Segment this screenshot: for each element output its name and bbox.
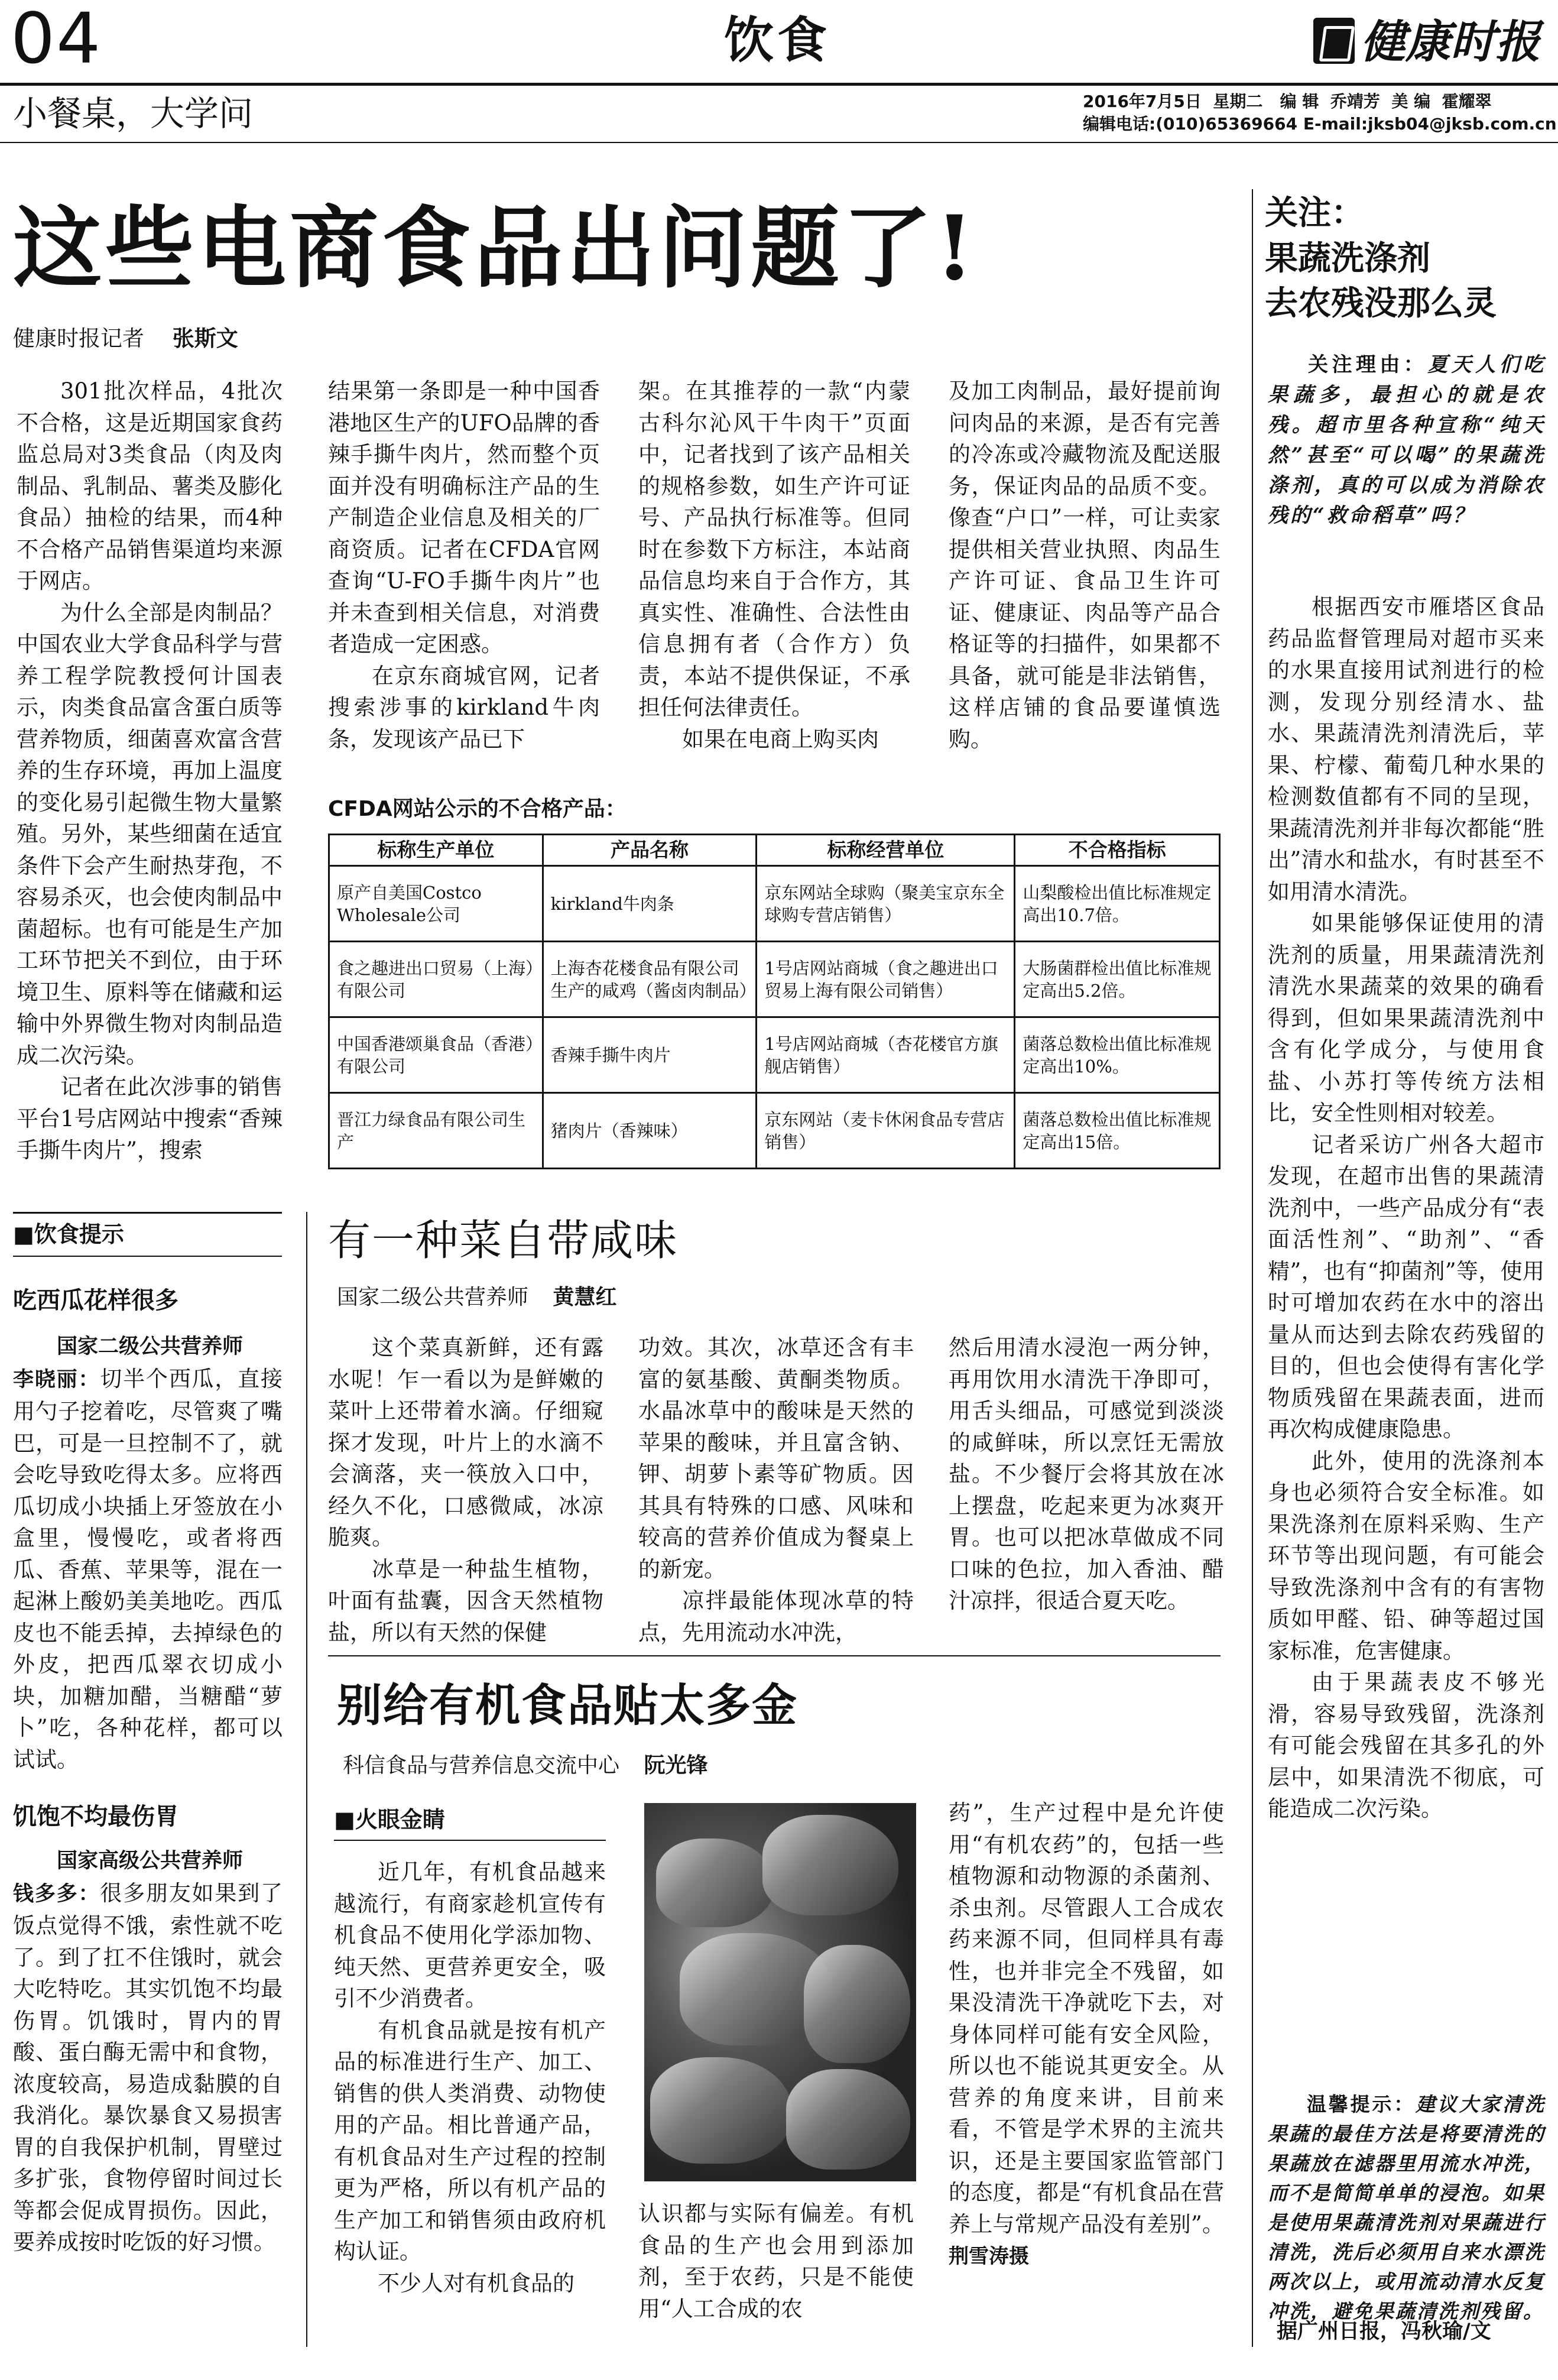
paragraph (13, 1878, 283, 2258)
sidebar-body (1268, 591, 1544, 1825)
table-cell: 原产自美国Costco Wholesale公司 (329, 866, 543, 942)
paragraph: 凉拌最能体现冰草的特点，先用流动水冲洗， (638, 1588, 914, 1645)
table-cell: 上海杏花楼食品有限公司生产的咸鸡（酱卤肉制品） (543, 942, 757, 1017)
salty-col-1 (328, 1332, 603, 1648)
photo-credit: 荆雪涛摄 (949, 2245, 1029, 2268)
tips-top-rule (13, 1212, 282, 1214)
tip2-author-title: 国家高级公共营养师 (57, 1849, 244, 1873)
tip1-title: 吃西瓜花样很多 (13, 1287, 178, 1314)
table-cell: 山梨酸检出值比标准规定高出10.7倍。 (1015, 866, 1220, 942)
paragraph: 药”，生产过程中是允许使用“有机农药”的，包括一些植物源和动物源的杀菌剂、杀虫剂。尽管跟人工合成农药来源不同，但同样具有毒性，也并非完全不残留，如果没清洗干净就吃下去，对身体同样可能有安全风险，所以也不能说其更安全。从营养的角度来讲，目前来看，不管是学术界的主流共识，还是主要国家监管部门的态度，都是“有机食品在营养上与常规产品没有差别”。 荆雪涛摄 (949, 1800, 1224, 2268)
salty-veg-byline (337, 1283, 616, 1312)
sidebar-divider (1252, 189, 1253, 2347)
sidebar-reason (1268, 350, 1546, 531)
paragraph: 有机食品就是按有机产品的标准进行生产、加工、销售的供人类消费、动物使用的产品。相比普通产品，有机食品对生产过程的控制更为严格，所以有机产品的生产加工和销售须由政府机构认证。 (334, 2017, 606, 2264)
logo-emblem-icon (1313, 18, 1355, 64)
organic-section-label: ■火眼金睛 (334, 1807, 445, 1833)
contact-line: 编辑电话:(010)65369664 E-mail:jksb04@jksb.com.cn (1083, 114, 1557, 134)
salty-col-3 (949, 1332, 1224, 1617)
table-row (329, 866, 1220, 942)
table-cell: 菌落总数检出值比标准规定高出10%。 (1015, 1017, 1220, 1093)
tip-label: 温馨提示： (1307, 2093, 1416, 2116)
column-name: 小餐桌，大学问 (13, 93, 254, 134)
tip2-body (13, 1844, 283, 2258)
paragraph (13, 1363, 283, 1776)
tip2-title: 饥饱不均最伤胃 (13, 1803, 178, 1830)
tips-label-rule (13, 1256, 282, 1257)
tip1-text: 切半个西瓜，直接用勺子挖着吃，尽管爽了嘴巴，可是一旦控制不了，就会吃导致吃得太多。应将西瓜切成小块插上牙签放在小盒里，慢慢吃，或者将西瓜、香蕉、苹果等，混在一起淋上酸奶美美地吃。西瓜皮也不能丢掉，去掉绿色的外皮，把西瓜翠衣切成小块，加糖加醋，当糖醋“萝卜”吃，各种花样，都可以试试。 (13, 1366, 283, 1772)
table-cell: kirkland牛肉条 (543, 866, 757, 942)
main-col-2 (328, 375, 600, 755)
organic-label-rule (334, 1840, 606, 1841)
paragraph: 如果在电商上购买肉 (682, 726, 879, 752)
tips-section-label: ■饮食提示 (13, 1221, 124, 1247)
byline-name: 张斯文 (172, 326, 238, 351)
paragraph: 结果第一条即是一种中国香港地区生产的UFO品牌的香辣手撕牛肉片，然而整个页面并没有明确标注产品的生产制造企业信息及相关的厂商资质。记者在CFDA官网查询“U-FO手撕牛肉片”也并未查到相关信息，对消费者造成一定困惑。 (328, 378, 600, 657)
paragraph: 301批次样品，4批次不合格，这是近期国家食药监总局对3类食品（肉及肉制品、乳制品、薯类及膨化食品）抽检的结果，而4种不合格产品销售渠道均来源于网店。 (17, 378, 283, 594)
main-headline: 这些电商食品出问题了! (13, 196, 978, 300)
paragraph (1268, 2090, 1546, 2326)
organic-col-1 (334, 1856, 606, 2299)
sidebar-label: 关注： (1265, 194, 1364, 232)
table-cell: 大肠菌群检出值比标准规定高出5.2倍。 (1015, 942, 1220, 1017)
tip2-author: 钱多多： (13, 1882, 100, 1906)
sidebar-title-1: 果蔬洗涤剂 (1265, 239, 1430, 278)
date-line: 2016年7月5日 星期二 编 辑 乔靖芳 美 编 霍耀翠 (1083, 92, 1492, 111)
tips-right-divider (306, 1212, 307, 2347)
main-byline (13, 324, 238, 354)
paragraph: 冰草是一种盐生植物，叶面有盐囊，因含天然植物盐，所以有天然的保健 (328, 1556, 603, 1645)
table-cell: 食之趣进出口贸易（上海）有限公司 (329, 942, 543, 1017)
byline-org: 国家二级公共营养师 (337, 1285, 529, 1309)
section-title: 饮食 (724, 11, 831, 69)
table-header-cell: 标称生产单位 (329, 835, 543, 866)
paragraph (13, 1330, 283, 1363)
reason-text: 夏天人们吃果蔬多，最担心的就是农残。超市里各种宣称“纯天然”甚至“可以喝”的果蔬洗涤剂，真的可以成为消除农残的“救命稻草”吗？ (1268, 353, 1546, 527)
paragraph: 此外，使用的洗涤剂本身也必须符合安全标准。如果洗涤剂在原料采购、生产环节等出现问题，有可能会导致洗涤剂中含有的有害物质如甲醛、铅、砷等超过国家标准，危害健康。 (1268, 1448, 1544, 1664)
masthead-bottom-rule (0, 142, 1558, 143)
table-cell: 1号店网站商城（杏花楼官方旗舰店销售） (757, 1017, 1015, 1093)
cfda-table (328, 834, 1221, 1169)
main-col-1 (17, 375, 283, 1166)
table-header-cell: 不合格指标 (1015, 835, 1220, 866)
paragraph: 然后用清水浸泡一两分钟，再用饮用水清洗干净即可，用舌头细品，可感觉到淡淡的咸鲜味，所以烹饪无需放盐。不少餐厅会将其放在冰上摆盘，吃起来更为冰爽开胃。也可以把冰草做成不同口味的色拉，加入香油、醋汁凉拌，很适合夏天吃。 (949, 1335, 1224, 1613)
tip1-author: 李晓丽： (13, 1367, 100, 1392)
paragraph: 在京东商城官网，记者搜索涉事的kirkland牛肉条，发现该产品已下 (328, 663, 600, 752)
table-row (329, 942, 1220, 1017)
paragraph: 根据西安市雁塔区食品药品监督管理局对超市买来的水果直接用试剂进行的检测，发现分别经清水、盐水、果蔬清洗剂清洗后，苹果、柠檬、葡萄几种水果的检测数值都有不同的呈现，果蔬清洗剂并非每次都能“胜出”清水和盐水，有时甚至不如用清水清洗。 (1268, 594, 1544, 904)
tip1-author-title: 国家二级公共营养师 (57, 1335, 244, 1358)
table-cell: 菌落总数检出值比标准规定高出15倍。 (1015, 1093, 1220, 1169)
organic-food-photo (644, 1803, 916, 2181)
paragraph (1268, 350, 1546, 531)
paragraph: 架。在其推荐的一款“内蒙古科尔沁风干牛肉干”页面中，记者找到了该产品相关的规格参数，如生产许可证号、产品执行标准等。但同时在参数下方标注，本站商品信息均来自于合作方，其真实性、准确性、合法性由信息拥有者（合作方）负责，本站不提供保证，不承担任何法律责任。 (638, 378, 910, 720)
paragraph: 由于果蔬表皮不够光滑，容易导致残留，洗涤剂有可能会残留在其多孔的外层中，如果清洗不彻底，可能造成二次污染。 (1268, 1669, 1544, 1821)
table-cell: 香辣手撕牛肉片 (543, 1017, 757, 1093)
organic-top-rule (328, 1655, 1221, 1656)
table-cell: 中国香港颂巢食品（香港）有限公司 (329, 1017, 543, 1093)
table-cell: 晋江力绿食品有限公司生产 (329, 1093, 543, 1169)
table-cell: 京东网站全球购（聚美宝京东全球购专营店销售） (757, 866, 1015, 942)
logo-text: 健康时报 (1361, 15, 1540, 68)
paragraph: 近几年，有机食品越来越流行，有商家趁机宣传有机食品不使用化学添加物、纯天然、更营养更安全，吸引不少消费者。 (334, 1859, 606, 2011)
tip2-text: 很多朋友如果到了饭点觉得不饿，索性就不吃了。到了扛不住饿时，就会大吃特吃。其实饥饱不均最伤胃。饥饿时，胃内的胃酸、蛋白酶无需中和食物，浓度较高，易造成黏膜的自我消化。暴饮暴食又易损害胃的自我保护机制，胃壁过多扩张，食物停留时间过长等都会促成胃损伤。因此，要养成按时吃饭的好习惯。 (13, 1880, 283, 2255)
organic-col-2 (638, 2198, 914, 2324)
masthead-rule (0, 83, 1558, 86)
table-cell: 京东网站（麦卡休闲食品专营店销售） (757, 1093, 1015, 1169)
salty-veg-headline: 有一种菜自带咸味 (328, 1215, 679, 1265)
page-number: 04 (11, 0, 102, 79)
salty-col-2 (638, 1332, 914, 1648)
sidebar-source: 据广州日报，冯秋瑜/文 (1277, 2320, 1491, 2343)
table-caption: CFDA网站公示的不合格产品： (328, 797, 627, 821)
sidebar-title-2: 去农残没那么灵 (1265, 284, 1497, 323)
paragraph: 不少人对有机食品的 (378, 2270, 574, 2296)
table-row (329, 1093, 1220, 1169)
table-header-cell: 产品名称 (543, 835, 757, 866)
paragraph: 功效。其次，冰草还含有丰富的氨基酸、黄酮类物质。水晶冰草中的酸味是天然的苹果的酸味，并且富含钠、钾、胡萝卜素等矿物质。因其具有特殊的口感、风味和较高的营养价值成为餐桌上的新宠。 (638, 1335, 914, 1582)
main-col-4 (949, 375, 1221, 755)
organic-byline (343, 1751, 707, 1781)
byline-org: 健康时报记者 (13, 326, 144, 351)
reason-label: 关注理由： (1308, 353, 1428, 377)
tip-text: 建议大家清洗果蔬的最佳方法是将要清洗的果蔬放在滤器里用流水冲洗，而不是简简单单的浸泡。如果是使用果蔬清洗剂对果蔬进行清洗，洗后必须用自来水漂洗两次以上，或用流动清水反复冲洗，避免果蔬清洗剂残留。 (1268, 2093, 1546, 2323)
newspaper-logo (1313, 15, 1550, 69)
tip1-body (13, 1330, 283, 1775)
sidebar-tip (1268, 2090, 1546, 2326)
organic-headline: 别给有机食品贴太多金 (337, 1679, 798, 1732)
table-header-cell: 标称经营单位 (757, 835, 1015, 866)
table-header-row (329, 835, 1220, 866)
paragraph: 为什么全部是肉制品？中国农业大学食品科学与营养工程学院教授何计国表示，肉类食品富含蛋白质等营养物质，细菌喜欢富含营养的生存环境，再加上温度的变化易引起微生物大量繁殖。另外，某些细菌在适宜条件下会产生耐热芽孢，不容易杀灭，也会使肉制品中菌超标。也有可能是生产加工环节把关不到位，由于环境卫生、原料等在储藏和运输中外界微生物对肉制品造成二次污染。 (17, 599, 283, 1068)
cfda-table-wrap (328, 834, 1221, 1169)
paragraph: 这个菜真新鲜，还有露水呢！乍一看以为是鲜嫩的菜叶上还带着水滴。仔细窥探才发现，叶片上的水滴不会滴落，夹一筷放入口中，经久不化，口感微咸，冰凉脆爽。 (328, 1335, 603, 1550)
table-cell: 1号店网站商城（食之趣进出口贸易上海有限公司销售） (757, 942, 1015, 1017)
byline-org: 科信食品与营养信息交流中心 (343, 1753, 620, 1778)
paragraph: 认识都与实际有偏差。有机食品的生产也会用到添加剂，至于农药，只是不能使用“人工合成的农 (638, 2201, 914, 2321)
paragraph: 如果能够保证使用的清洗剂的质量，用果蔬清洗剂清洗水果蔬菜的效果的确看得到，但如果果蔬清洗剂中含有化学成分，与使用食盐、小苏打等传统方法相比，安全性则相对较差。 (1268, 910, 1544, 1126)
paragraph: 记者采访广州各大超市发现，在超市出售的果蔬清洗剂中，一些产品成分有“表面活性剂”、“助剂”、“香精”，也有“抑菌剂”等，使用时可增加农药在水中的溶出量从而达到去除农药残留的目的，但也会使得有害化学物质残留在果蔬表面，进而再次构成健康隐患。 (1268, 1131, 1544, 1442)
table-cell: 猪肉片（香辣味） (543, 1093, 757, 1169)
paragraph: 记者在此次涉事的销售平台1号店网站中搜索“香辣手撕牛肉片”，搜索 (17, 1074, 283, 1163)
byline-name: 黄慧红 (553, 1285, 617, 1309)
main-col-3 (638, 375, 910, 755)
paragraph (13, 1844, 283, 1878)
paragraph: 及加工肉制品，最好提前询问肉品的来源，是否有完善的冷冻或冷藏物流及配送服务，保证肉品的品质不变。像查“户口”一样，可让卖家提供相关营业执照、肉品生产许可证、食品卫生许可证、健康证、肉品等产品合格证等的扫描件，如果都不具备，就可能是非法销售，这样店铺的食品要谨慎选购。 (949, 378, 1221, 752)
byline-name: 阮光锋 (644, 1753, 708, 1778)
table-row (329, 1017, 1220, 1093)
organic-col-3 (949, 1797, 1224, 2273)
